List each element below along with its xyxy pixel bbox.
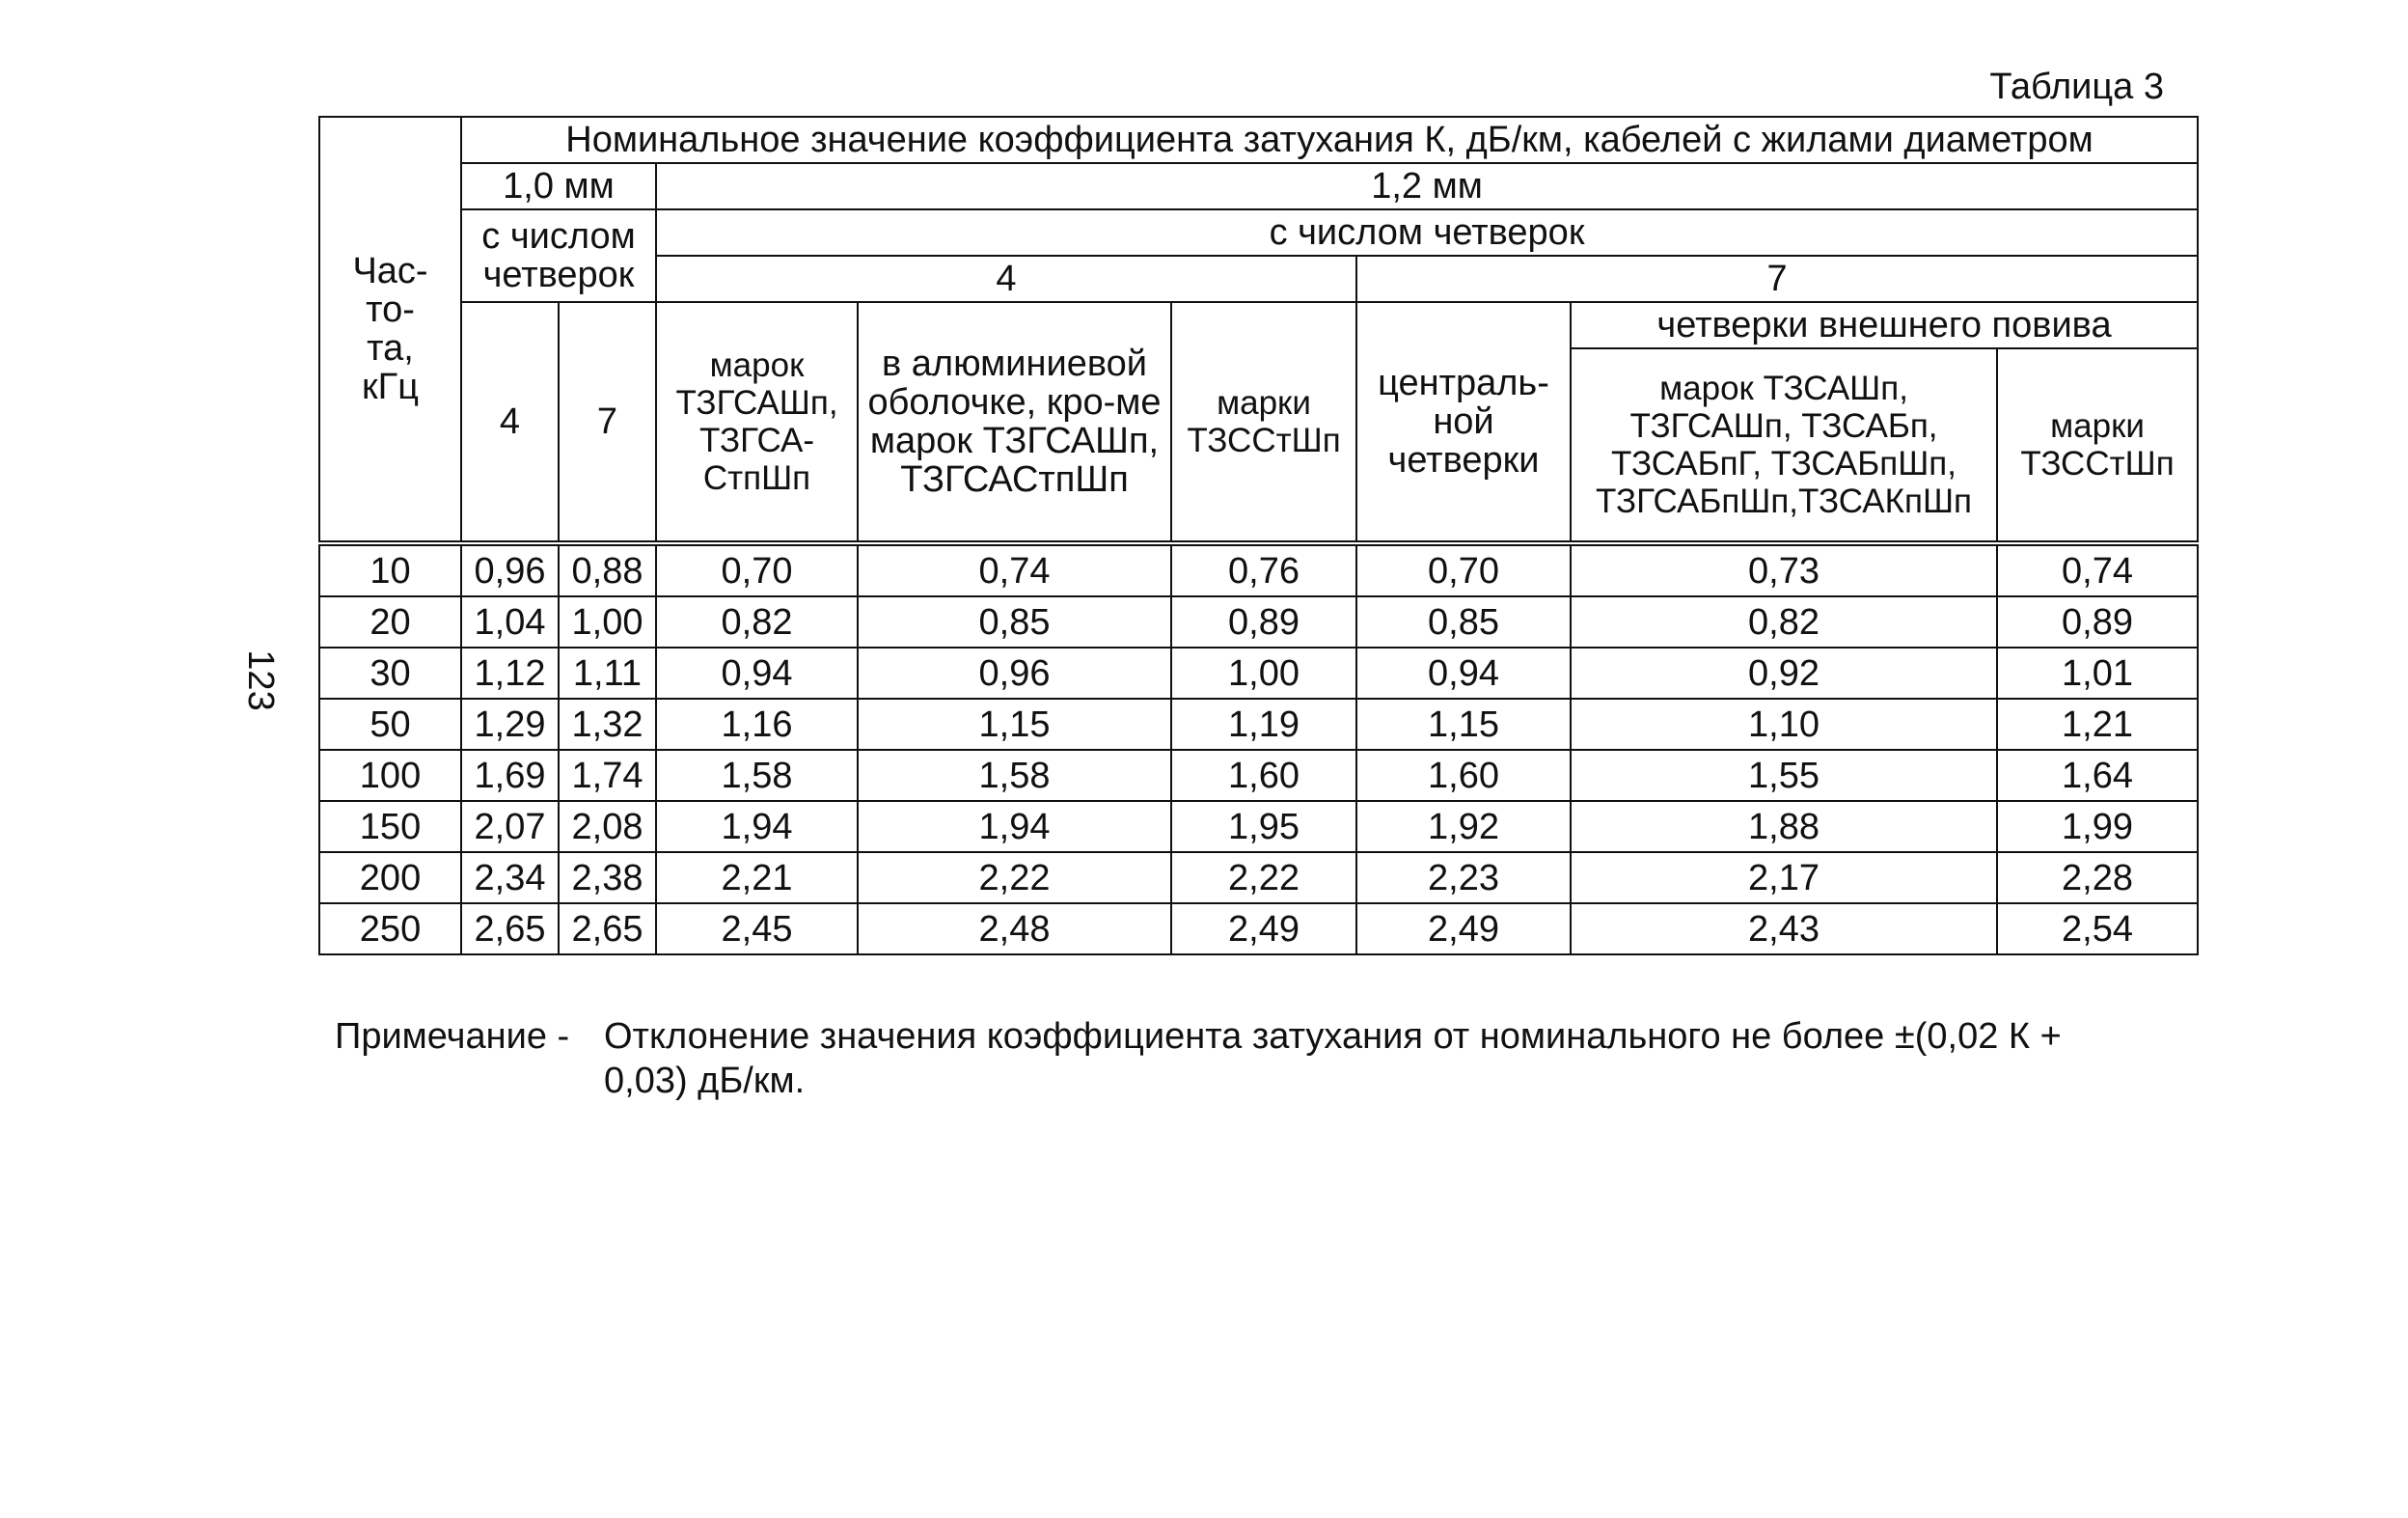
value-cell: 1,69	[461, 750, 559, 801]
value-cell: 2,22	[1171, 852, 1356, 903]
table-body	[319, 543, 2198, 954]
value-cell: 0,76	[1171, 543, 1356, 596]
frequency-cell: 150	[319, 801, 461, 852]
quads-count-1-2-header: с числом четверок	[656, 209, 2198, 256]
frequency-cell: 100	[319, 750, 461, 801]
value-cell: 2,21	[656, 852, 858, 903]
value-cell: 1,94	[656, 801, 858, 852]
table-row	[319, 801, 2198, 852]
value-cell: 2,28	[1997, 852, 2198, 903]
frequency-cell: 200	[319, 852, 461, 903]
note-label: Примечание -	[335, 1016, 570, 1057]
frequency-cell: 250	[319, 903, 461, 954]
col-header-4: в алюминиевой оболочке, кро-ме марок ТЗГСАШп, ТЗГСАСтпШп	[858, 302, 1171, 543]
value-cell: 1,60	[1356, 750, 1571, 801]
table-row	[319, 543, 2198, 596]
value-cell: 1,10	[1571, 699, 1997, 750]
value-cell: 0,96	[461, 543, 559, 596]
note-text: Отклонение значения коэффициента затухания от номинального не более ±(0,02 К + 0,03) дБ/км.	[604, 1016, 2062, 1101]
col-header-8: марки ТЗССтШп	[1997, 348, 2198, 543]
value-cell: 1,74	[559, 750, 656, 801]
value-cell: 1,55	[1571, 750, 1997, 801]
value-cell: 1,94	[858, 801, 1171, 852]
value-cell: 1,58	[858, 750, 1171, 801]
value-cell: 0,89	[1997, 596, 2198, 648]
value-cell: 2,38	[559, 852, 656, 903]
value-cell: 0,82	[656, 596, 858, 648]
table-caption: Таблица 3	[1989, 67, 2164, 107]
value-cell: 0,82	[1571, 596, 1997, 648]
value-cell: 2,65	[559, 903, 656, 954]
value-cell: 2,54	[1997, 903, 2198, 954]
value-cell: 1,21	[1997, 699, 2198, 750]
group-7-quads-header: 7	[1356, 256, 2198, 302]
table-row	[319, 903, 2198, 954]
frequency-cell: 10	[319, 543, 461, 596]
value-cell: 1,88	[1571, 801, 1997, 852]
col-header-2: 7	[559, 302, 656, 543]
value-cell: 2,17	[1571, 852, 1997, 903]
value-cell: 2,22	[858, 852, 1171, 903]
col-header-1: 4	[461, 302, 559, 543]
attenuation-table	[318, 116, 2199, 955]
value-cell: 0,94	[656, 648, 858, 699]
frequency-cell: 20	[319, 596, 461, 648]
value-cell: 1,12	[461, 648, 559, 699]
value-cell: 0,89	[1171, 596, 1356, 648]
table-header	[319, 117, 2198, 543]
value-cell: 1,16	[656, 699, 858, 750]
quads-count-1-0-header: с числом четверок	[461, 209, 656, 302]
value-cell: 2,23	[1356, 852, 1571, 903]
value-cell: 0,70	[656, 543, 858, 596]
value-cell: 0,85	[1356, 596, 1571, 648]
value-cell: 0,94	[1356, 648, 1571, 699]
col-header-3: марок ТЗГСАШп, ТЗГСА-СтпШп	[656, 302, 858, 543]
value-cell: 0,85	[858, 596, 1171, 648]
outer-twist-header: четверки внешнего повива	[1571, 302, 2198, 348]
value-cell: 0,73	[1571, 543, 1997, 596]
value-cell: 1,92	[1356, 801, 1571, 852]
group-4-quads-header: 4	[656, 256, 1356, 302]
table-row	[319, 852, 2198, 903]
value-cell: 0,70	[1356, 543, 1571, 596]
diameter-1-2-header: 1,2 мм	[656, 163, 2198, 209]
value-cell: 2,43	[1571, 903, 1997, 954]
value-cell: 1,60	[1171, 750, 1356, 801]
value-cell: 2,45	[656, 903, 858, 954]
value-cell: 2,49	[1171, 903, 1356, 954]
frequency-header-text: Час- то- та, кГц	[352, 251, 428, 407]
value-cell: 1,00	[559, 596, 656, 648]
frequency-header	[319, 117, 461, 543]
value-cell: 1,95	[1171, 801, 1356, 852]
value-cell: 2,08	[559, 801, 656, 852]
value-cell: 2,49	[1356, 903, 1571, 954]
value-cell: 1,19	[1171, 699, 1356, 750]
col-header-7: марок ТЗСАШп, ТЗГСАШп, ТЗСАБп, ТЗСАБпГ, ТЗСАБпШп, ТЗГСАБпШп,ТЗСАКпШп	[1571, 348, 1997, 543]
value-cell: 1,58	[656, 750, 858, 801]
col-header-6: централь-ной четверки	[1356, 302, 1571, 543]
main-header: Номинальное значение коэффициента затухания К, дБ/км, кабелей с жилами диаметром	[461, 117, 2198, 163]
value-cell: 1,00	[1171, 648, 1356, 699]
value-cell: 1,01	[1997, 648, 2198, 699]
value-cell: 1,32	[559, 699, 656, 750]
value-cell: 2,65	[461, 903, 559, 954]
table-row	[319, 699, 2198, 750]
value-cell: 1,15	[1356, 699, 1571, 750]
value-cell: 0,96	[858, 648, 1171, 699]
page-number: 123	[240, 649, 281, 711]
value-cell: 1,64	[1997, 750, 2198, 801]
value-cell: 2,07	[461, 801, 559, 852]
value-cell: 2,48	[858, 903, 1171, 954]
table-row	[319, 750, 2198, 801]
value-cell: 1,04	[461, 596, 559, 648]
diameter-1-0-header: 1,0 мм	[461, 163, 656, 209]
value-cell: 1,15	[858, 699, 1171, 750]
value-cell: 0,74	[1997, 543, 2198, 596]
value-cell: 1,99	[1997, 801, 2198, 852]
value-cell: 2,34	[461, 852, 559, 903]
table-row	[319, 596, 2198, 648]
col-header-5: марки ТЗССтШп	[1171, 302, 1356, 543]
value-cell: 0,74	[858, 543, 1171, 596]
value-cell: 1,11	[559, 648, 656, 699]
value-cell: 0,88	[559, 543, 656, 596]
frequency-cell: 50	[319, 699, 461, 750]
value-cell: 1,29	[461, 699, 559, 750]
value-cell: 0,92	[1571, 648, 1997, 699]
frequency-cell: 30	[319, 648, 461, 699]
table-row	[319, 648, 2198, 699]
